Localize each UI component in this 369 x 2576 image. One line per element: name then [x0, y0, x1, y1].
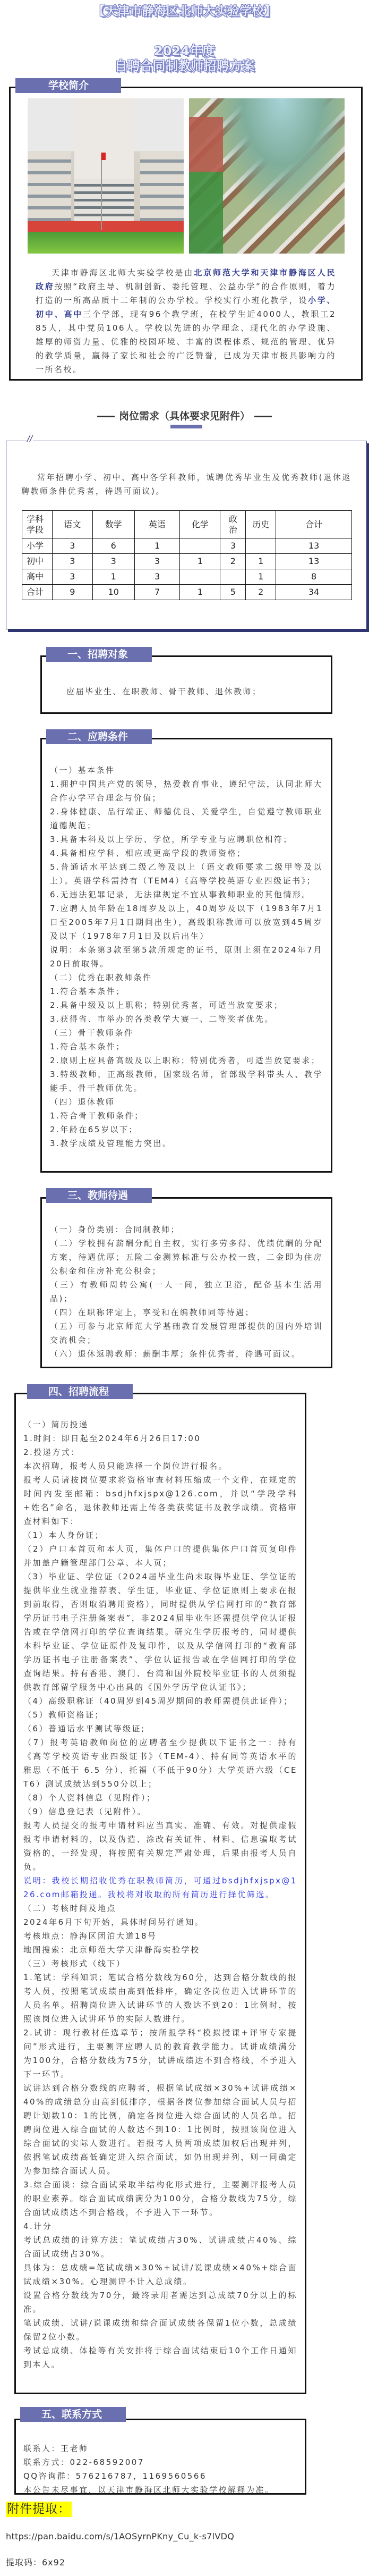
section-paragraph: （7）报考英语教师岗位的应聘者至少提供以下证书之一：持有《高等学校英语专业四级证书》（TEM-4）、持有同等英语水平的雅思（不低于 6.5 分）、托福（不低于90分）大学英语六级（CET6）测试成绩达到550分以上； — [23, 1738, 297, 1789]
attachment-url-link[interactable]: https://pan.baidu.com/s/1AOSyrnPKny_Cu_k-s7lVDQ — [6, 2531, 235, 2541]
section-paragraph: 3.具备本科及以上学历、学位，所学专业与应聘职位相符； — [50, 835, 293, 844]
section-paragraph: 1.符合基本条件； — [50, 1042, 125, 1051]
intro-text: 按照“政府主导、机制创新、委托管理、公益办学”的合作原则，着力打造的一所高品质十二年制的公办学校。学校实行小班化教学，设 — [36, 282, 336, 305]
section-paragraph: （1）本人身份证； — [23, 1530, 105, 1540]
corner-stage-label: 学段 — [27, 524, 44, 535]
section-paragraph: 2.原则上应具备高级及以上职称；特别优秀者，可适当放宽要求； — [50, 1056, 321, 1065]
positions-heading — [0, 408, 369, 423]
table-cell: 3 — [220, 538, 246, 554]
section-paragraph: 考试总成绩的计算方法：笔试成绩占30%、试讲成绩占40%、综合面试成绩占30%。 — [23, 2235, 297, 2259]
section-paragraph: （三）有教师周转公寓(一人一间，独立卫浴，配备基本生活用品)； — [50, 1280, 323, 1303]
section-paragraph: 1.时间：即日起至2024年6月26日17:00 — [23, 1434, 201, 1443]
section-paragraph: （三）考核形式（线下） — [23, 1959, 126, 1968]
section-paragraph: 本次招聘，报考人员只能选择一个岗位进行报名。 — [23, 1461, 228, 1471]
table-cell: 2 — [246, 585, 276, 600]
section-paragraph: 1.符合骨干教师条件； — [50, 1111, 144, 1121]
section-paragraph: 5.普通话水平达到二级乙等及以上（语文教师要求二级甲等及以上）。英语学科需持有（TEM4）《高等学校英语专业四级证书》； — [50, 862, 323, 886]
section-paragraph: （五）可参与北京师范大学基础教育发展管理部提供的国内外培训交流机会； — [50, 1321, 323, 1345]
section-paragraph: （9）信息登记表（见附件）。 — [23, 1807, 147, 1816]
table-cell: 2 — [220, 554, 246, 569]
attachment-label: 附件提取： — [7, 2502, 71, 2516]
section-paragraph: 考试总成绩、体检等有关安排将于综合面试结束后10个工作日通知到本人。 — [23, 2346, 297, 2369]
section-paragraph: 2.具备中级及以上职称；特别优秀者，可适当放宽要求； — [50, 1000, 284, 1010]
table-cell — [246, 538, 276, 554]
section-paragraph: （8）个人资料信息（见附件）； — [23, 1793, 156, 1803]
table-cell: 3 — [134, 554, 180, 569]
table-row — [22, 569, 352, 585]
table-header-cell: 化学 — [180, 511, 220, 538]
table-row-label: 小学 — [22, 538, 53, 554]
section-paragraph: 联系方式：022-68592007 — [23, 2457, 144, 2467]
positions-box — [6, 434, 367, 629]
campus-aerial-photo — [189, 98, 345, 254]
table-cell: 3 — [134, 569, 180, 585]
table-header-cell: 合计 — [276, 511, 352, 538]
section-paragraph: 1.符合基本条件； — [50, 987, 125, 996]
school-gate-photo — [28, 98, 184, 254]
section-paragraph: （一）身份类别：合同制教师； — [50, 1225, 181, 1234]
table-cell: 3 — [52, 538, 92, 554]
table-cell: 1 — [180, 585, 220, 600]
table-cell: 6 — [92, 538, 134, 554]
section-paragraph: （二）学校拥有薪酬分配自主权，实行多劳多得、优绩优酬的分配方案，待遇优厚；五险二金测算标准与公办校一致，二金即为住房公积金和住房补充公积金； — [50, 1239, 323, 1276]
section-text — [50, 763, 323, 1150]
plan-title: 自聘合同制教师招聘方案 — [114, 58, 255, 73]
table-row — [22, 585, 352, 600]
section-paragraph: （二）考核时间及地点 — [23, 1904, 117, 1913]
table-cell: 1 — [180, 554, 220, 569]
section-paragraph: （四）在职称评定上，享受和在编教师同等待遇； — [50, 1308, 255, 1317]
table-cell: 1 — [92, 569, 134, 585]
section-box-benefits — [40, 1197, 332, 1368]
table-row-label: 高中 — [22, 569, 53, 585]
table-cell — [180, 569, 220, 585]
table-cell: 1 — [246, 554, 276, 569]
section-text — [23, 1418, 297, 2371]
section-text — [66, 685, 306, 698]
table-cell: 1 — [246, 569, 276, 585]
corner-subject-label: 学科 — [27, 513, 44, 524]
section-paragraph: 本公告未尽事宜，以天津市静海区北师大实验学校解释为准。 — [23, 2485, 274, 2495]
section-paragraph: （4）高级职称证（40周岁到45周岁期间的教师需提供此证件）； — [23, 1696, 293, 1706]
section-paragraph: （二）优秀在职教师条件 — [50, 973, 152, 982]
intro-box — [9, 87, 363, 381]
section-paragraph: 2.年龄在65岁以下； — [50, 1125, 138, 1134]
plan-year: 2024年度 — [154, 44, 215, 58]
table-cell: 10 — [92, 585, 134, 600]
table-cell: 3 — [52, 554, 92, 569]
section-paragraph: 报考人员提交的报考申请材料应当真实、准确、有效。对提供虚假报考申请材料的，以及伪造、涂改有关证件、材料、信息骗取考试资格的，一经发现，将按照有关规定严肃处理，后果由报考人员自负。 — [23, 1821, 297, 1872]
table-header-cell: 政治 — [220, 511, 246, 538]
section-paragraph: （一）简历投递 — [23, 1420, 89, 1429]
intro-text: 三个学部，现有96个教学班，在校学生近4000人，教职工285人，其中党员106人。学校以先进的办学理念、现代化的办学设施、雄厚的师资力量、优雅的校园环境、丰富的课程体系、规范的管理、优异的教学质量，赢得了家长和社会的广泛赞誉，已成为天津市极具影响力的一所名校。 — [36, 309, 336, 374]
section-paragraph: 1.拥护中国共产党的领导，热爱教育事业，遵纪守法，认同北师大合作办学平台理念与价值； — [50, 779, 323, 803]
section-paragraph: QQ咨询群：576216787，1169560566 — [23, 2471, 207, 2481]
section-box-contact — [14, 2419, 306, 2495]
table-cell: 5 — [220, 585, 246, 600]
section-paragraph: 2.身体健康、品行端正、师德优良、关爱学生，自觉遵守教师职业道德规范； — [50, 807, 323, 830]
table-cell: 8 — [276, 569, 352, 585]
table-corner-cell — [22, 511, 53, 538]
section-paragraph: 具体为：总成绩=笔试成绩×30%+试讲/说课成绩×40%+综合面试成绩×30%。心理测评不计入总成绩。 — [23, 2263, 297, 2286]
section-box-process — [14, 1393, 306, 2394]
table-header-cell: 语文 — [52, 511, 92, 538]
section-paragraph: （一）基本条件 — [50, 765, 115, 775]
section-paragraph: 2024年6月下旬开始，具体时间另行通知。 — [23, 1917, 204, 1927]
section-paragraph: （六）退休返聘教师：薪酬丰厚；条件优秀者，待遇可面议。 — [50, 1349, 301, 1359]
section-tab-benefits: 三、教师待遇 — [46, 1188, 152, 1203]
table-cell: 34 — [276, 585, 352, 600]
table-header-cell: 历史 — [246, 511, 276, 538]
section-paragraph: 1.笔试：学科知识；笔试合格分数线为60分，达到合格分数线的报考人员，按照笔试成绩由高到低排序，确定各岗位进入试讲环节的人员名单。招聘岗位进入试讲环节的人数达不到20：1比例时，按照该岗位进入试讲环节的实际人数进行。 — [23, 1973, 297, 2024]
section-box-recruit-targets — [40, 655, 332, 714]
attachment-code: 提取码：6x92 — [6, 2557, 66, 2567]
section-box-requirements — [40, 738, 332, 1173]
table-cell: 1 — [134, 538, 180, 554]
table-header-cell: 英语 — [134, 511, 180, 538]
table-cell: 3 — [52, 569, 92, 585]
section-text — [23, 2442, 297, 2497]
table-cell — [180, 538, 220, 554]
section-tab-intro: 学校简介 — [15, 78, 121, 93]
heading-underline-bar — [170, 425, 202, 428]
intro-emphasis-text: 北京师范大学和天津市静海区人民政府 — [36, 268, 336, 291]
section-paragraph: 考核地点：静海区团泊大道18号 — [23, 1931, 157, 1941]
section-tab-requirements: 二、应聘条件 — [46, 729, 152, 744]
table-row-label: 初中 — [22, 554, 53, 569]
table-cell: 7 — [134, 585, 180, 600]
section-text — [50, 1223, 323, 1361]
section-paragraph: 6.无违法犯罪记录，无法律规定不宜从事教师职业的其他情形。 — [50, 890, 311, 899]
school-title: 【天津市静海区北师大实验学校】 — [93, 4, 276, 18]
heading-dash-left — [97, 416, 115, 417]
section-paragraph: （6）普通话水平测试等级证; — [23, 1724, 145, 1733]
section-paragraph: 设置合格分数线为70分，最终录用者需达到总成绩70分以上的标准。 — [23, 2291, 297, 2314]
intro-text: 天津市静海区北师大实验学校是由 — [52, 268, 194, 277]
section-paragraph: 2.投递方式： — [23, 1447, 80, 1457]
table-header-cell: 数学 — [92, 511, 134, 538]
table-cell — [220, 569, 246, 585]
section-paragraph: 7.应聘人员年龄在18周岁及以上，40周岁及以下（1983年7月1日至2005年7月1日期间出生），高级职称教师可以放宽到45周岁及以下（1978年7月1日及以后出生） — [50, 904, 323, 941]
section-paragraph: 4.计分 — [23, 2221, 53, 2231]
section-paragraph: 3.综合面谈：综合面试采取半结构化形式进行，主要测评报考人员的职业素养。综合面试成绩满分为100分，合格分数线为75分，综合面试成绩达不到合格线，不予进入下一环节。 — [23, 2180, 297, 2217]
section-tab-contact: 五、联系方式 — [20, 2407, 126, 2422]
table-cell: 3 — [92, 554, 134, 569]
section-paragraph: （三）骨干教师条件 — [50, 1028, 134, 1038]
section-paragraph: 报考人员请按岗位要求将资格审查材料压缩成一个文件，在规定的时间内发至邮箱：bsdjhfxjspx@126.com，并以“学段学科+姓名”命名，退休教师还需上传各类获奖证书及教学成绩。资格审查材料如下： — [23, 1475, 297, 1526]
section-paragraph: （2）户口本首页和本人页，集体户口的提供集体户口首页复印件并加盖户籍管理部门公章、本人页； — [23, 1544, 297, 1568]
section-paragraph: 应届毕业生、在职教师、骨干教师、退休教师； — [66, 687, 262, 696]
heading-dash-right — [254, 416, 272, 417]
slash-decoration-icon: // — [27, 434, 33, 443]
section-tab-process: 四、招聘流程 — [27, 1384, 133, 1399]
positions-heading-text: 岗位需求（具体要求见附件） — [118, 410, 250, 422]
section-paragraph: 笔试成绩、试讲/说课成绩和综合面试成绩各保留1位小数，总成绩保留2位小数。 — [23, 2318, 297, 2342]
intro-emphasis-text: 小学、初中、高中 — [36, 296, 336, 319]
table-header-row — [22, 511, 352, 538]
section-paragraph: 3.获得省、市举办的各类教学大赛一、二等奖者优先。 — [50, 1014, 274, 1024]
table-cell: 13 — [276, 554, 352, 569]
section-paragraph: 说明：本条第3款至第5款所规定的证书，原则上须在2024年7月20日前取得。 — [50, 945, 323, 969]
positions-paragraph: 常年招聘小学、初中、高中各学科教师，诚聘优秀毕业生及优秀教师(退休返聘教师条件优秀者，待遇可面议)。 — [21, 473, 351, 496]
table-row — [22, 538, 352, 554]
positions-table — [22, 510, 352, 600]
note-paragraph: 说明：我校长期招收优秀在职教师简历，可通过bsdjhfxjspx@126.com邮箱投递。我校将对收取的所有简历进行择优筛选。 — [23, 1876, 297, 1899]
section-paragraph: 地图搜索：北京师范大学天津静海实验学校 — [23, 1945, 200, 1955]
section-paragraph: 3.教学成绩及管理能力突出。 — [50, 1139, 172, 1148]
section-tab-recruit-targets: 一、招聘对象 — [46, 647, 152, 662]
table-row — [22, 554, 352, 569]
section-paragraph: 试讲达到合格分数线的应聘者，根据笔试成绩×30%+试讲成绩×40%的成绩总分由高到低排序，根据各岗位参加综合面试人员与招聘计划数10：1的比例，确定各岗位进入综合面试的人员名单。招聘岗位进入综合面试的人数达不到10：1比例时，按照该岗位进入综合面试的实际人数进行。若报考人员两项成绩加权后出现并列，依据笔试成绩高低确定进入综合面试，如仍出现并列，则一同确定为参加综合面试人员。 — [23, 2083, 297, 2176]
section-paragraph: 3.特级教师，正高级教师，国家级名师，省部级学科带头人、教学能手、骨干教师优先。 — [50, 1070, 323, 1093]
table-row-label: 合计 — [22, 585, 53, 600]
section-paragraph: （5）教师资格证； — [23, 1710, 105, 1720]
intro-paragraph — [36, 266, 336, 376]
section-paragraph: 4.具备相应学科、相应或更高学段的教师资格； — [50, 848, 246, 858]
table-cell: 9 — [52, 585, 92, 600]
section-paragraph: （四）退休教师 — [50, 1097, 115, 1107]
section-paragraph: （3）毕业证、学位证（2024届毕业生尚未取得毕业证、学位证的提供毕业生就业推荐表、学生证，毕业证、学位证原则上要求在报到前取得，否则取消聘用资格），同时提供从学信网打印的“教育部学历证书电子注册备案表”，非2024届毕业生还需提供学位认证报告或在学信网打印的学位查询结果。研究生学历报考的，同时提供本科毕业证、学位证原件及复印件，以及从学信网打印的“教育部学历证书电子注册备案表”、学位认证报告或在学信网打印的学位查询结果。持有香港、澳门、台湾和国外院校毕业证书的人员须提供教育部留学服务中心出具的《国外学历学位认证书》； — [23, 1572, 297, 1692]
section-paragraph: 2.试讲：现行教材任选章节；按所报学科“模拟授课+评审专家提问”形式进行，主要测评应聘人员的教育教学能力。试讲成绩满分为100分，合格分数线为75分，试讲成绩达不到合格线，不予进入下一环节。 — [23, 2028, 297, 2079]
section-paragraph: 联系人：王老师 — [23, 2444, 89, 2453]
table-cell: 13 — [276, 538, 352, 554]
